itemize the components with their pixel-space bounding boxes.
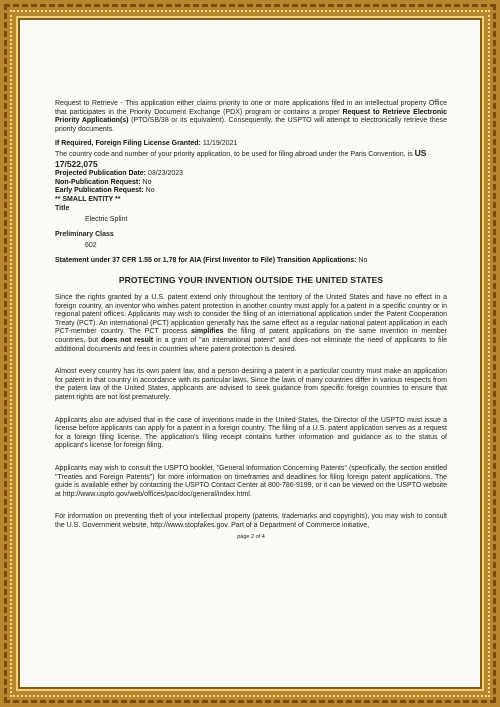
paragraph-pct: Since the rights granted by a U.S. patent extend only throughout the territory of the United States and have no effect in a foreign country, an inventor who wishes patent protection in another country must apply for a patent in a specific country or in regional patent offices. Applicants may wish to consider the filing of an international application under the Patent Cooperation Treaty (PCT). An international (PCT) application generally has the same effect as a regular national patent application in each PCT-member country. The PCT process simplifies the filing of patent applications on the same invention in member countries, but does not result in a grant of "an international patent" and does not eliminate the need of applicants to file additional documents and fees in countries where patent protection is desired. (55, 294, 447, 353)
title-label: Title (55, 204, 70, 212)
paragraph-stopfakes: For information on preventing theft of your intellectual property (patents, trademarks and copyrights), you may wish to consult the U.S. Government website, http://www.stopfakes.gov. Part of a Department of Commerce initiative, (55, 513, 447, 529)
application-number: US 17/522,075 (55, 147, 427, 169)
paragraph-license: Applicants also are advised that in the case of inventions made in the United States, the Director of the USPTO must issue a license before applicants can apply for a patent in a foreign country. The filing of a U.S. patent application serves as a request for a foreign filing license. The application's filing receipt contains further information and guidance as to the status of applicant's license for foreign filing. (55, 416, 447, 450)
paragraph-country-laws: Almost every country has its own patent law, and a person desiring a patent in a particular country must make an application for patent in that country in accordance with its particular laws. Since the laws of many countries differ in various respects from the patent law of the United States, applicants are advised to seek guidance from specific foreign countries to ensure that patent rights are not lost prematurely. (55, 368, 447, 402)
preliminary-class-label: Preliminary Class (55, 230, 114, 238)
transition-statement: Statement under 37 CFR 1.55 or 1.78 for AIA (First Inventor to File) Transition Applications: No (55, 256, 368, 264)
projected-publication: Projected Publication Date: 03/23/2023 (55, 170, 184, 178)
preliminary-class-value: 602 (85, 242, 97, 250)
page-number: page 2 of 4 (237, 533, 265, 540)
document-page (55, 100, 447, 541)
paragraph-booklet: Applicants may wish to consult the USPTO booklet, "General Information Concerning Patents" (specifically, the section entitled "Treaties and Foreign Patents") for more information on timeframes and deadlines for filing foreign patent applications. The guide is available either by contacting the USPTO Contact Center at 800-786-9199, or it can be viewed on the USPTO website at http://www.uspto.gov/web/offices/pac/doc/general/index.html. (55, 465, 447, 498)
priority-country-text: The country code and number of your priority application, to be used for filing abroad under the Paris Convention, is US 17/522,075 (55, 147, 427, 169)
section-heading: PROTECTING YOUR INVENTION OUTSIDE THE UNITED STATES (118, 274, 384, 285)
title-value: Electric Splint (85, 216, 128, 224)
retrieve-paragraph: Request to Retrieve - This application either claims priority to one or more applications filed in an intellectual property Office that participates in the Priority Document Exchange (PDX) program or contains a proper Request to Retrieve Electronic Priority Application(s) (PTO/SB/38 or its equivalent). Consequently, the USPTO will attempt to electronically retrieve these priority documents. (55, 100, 448, 133)
small-entity: ** SMALL ENTITY ** (55, 195, 121, 203)
non-publication-request: Non-Publication Request: No (55, 178, 152, 186)
early-publication-request: Early Publication Request: No (55, 187, 155, 195)
foreign-license-line: If Required, Foreign Filing License Granted: 11/19/2021 (55, 140, 238, 148)
